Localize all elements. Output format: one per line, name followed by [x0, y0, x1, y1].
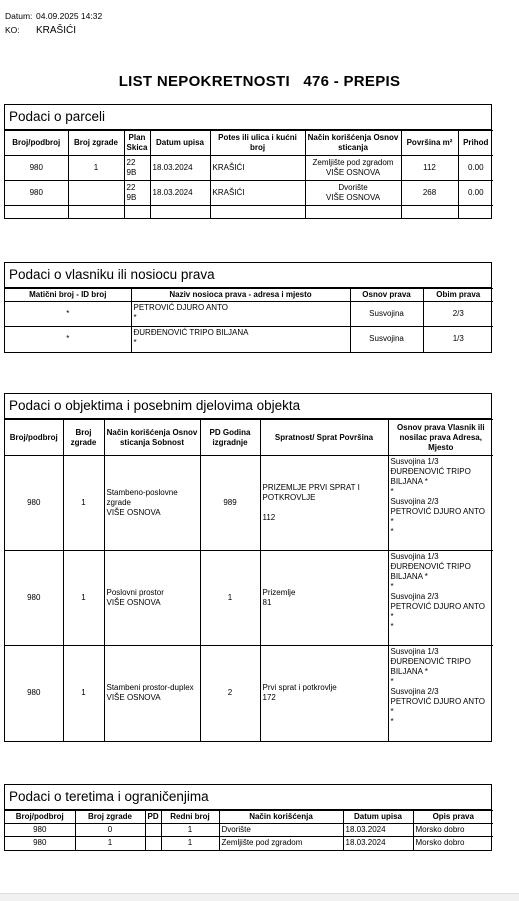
header-datum — [5, 11, 102, 22]
cell-opis: Morsko dobro — [413, 824, 493, 837]
cell-datum: 18.03.2024 — [150, 156, 210, 181]
cell-datum: 18.03.2024 — [343, 837, 413, 850]
parcela-header-row — [5, 131, 493, 156]
header-ko — [5, 25, 76, 36]
cell-povrsina: 112 — [401, 156, 458, 181]
col-opis-prava: Opis prava — [413, 811, 493, 824]
col-broj-zgrade: Broj zgrade — [75, 811, 145, 824]
cell-redni: 1 — [161, 824, 219, 837]
vlasnik-header-row — [5, 289, 493, 302]
col-redni-broj: Redni broj — [161, 811, 219, 824]
objekti-section — [4, 393, 492, 742]
objekti-header-row — [5, 420, 493, 456]
ko-value: KRAŠIĆI — [36, 25, 77, 36]
datum-value: 04.09.2025 14:32 — [36, 11, 103, 21]
cell-zgrada: 0 — [75, 824, 145, 837]
table-row — [5, 156, 493, 181]
table-row — [5, 824, 493, 837]
cell-pd — [145, 837, 161, 850]
col-pd-godina: PD Godina izgradnje — [200, 420, 260, 456]
col-maticni-broj: Matični broj - ID broj — [5, 289, 131, 302]
col-nacin-koriscenja: Način korišćenja — [219, 811, 343, 824]
cell-prihod: 0.00 — [458, 181, 493, 206]
cell-obim: 1/3 — [423, 327, 493, 352]
vlasnik-heading: Podaci o vlasniku ili nosiocu prava — [5, 263, 491, 288]
parcela-table — [5, 130, 493, 218]
tereti-heading: Podaci o teretima i ograničenjima — [5, 785, 491, 810]
cell-opis: Morsko dobro — [413, 837, 493, 850]
cell-osnov: Susvojina — [350, 302, 423, 327]
col-obim-prava: Obim prava — [423, 289, 493, 302]
col-broj-zgrade: Broj zgrade — [63, 420, 104, 456]
col-broj-podbroj: Broj/podbroj — [5, 131, 68, 156]
cell-prihod: 0.00 — [458, 156, 493, 181]
col-broj-zgrade: Broj zgrade — [68, 131, 124, 156]
cell-spratnost: Prizemlje 81 — [260, 551, 388, 646]
cell-broj: 980 — [5, 551, 63, 646]
cell-nacin: Dvorište VIŠE OSNOVA — [305, 181, 401, 206]
col-broj-podbroj: Broj/podbroj — [5, 420, 63, 456]
col-broj-podbroj: Broj/podbroj — [5, 811, 75, 824]
col-pd: PD — [145, 811, 161, 824]
cell-osnov: Susvojina — [350, 327, 423, 352]
cell-maticni: * — [5, 327, 131, 352]
cell-redni: 1 — [161, 837, 219, 850]
parcela-section — [4, 104, 492, 219]
cell-naziv: ĐURĐENOVIĆ TRIPO BILJANA * — [131, 327, 350, 352]
cell-maticni: * — [5, 302, 131, 327]
cell-nacin: Zemljište pod zgradom — [219, 837, 343, 850]
table-row — [5, 646, 493, 741]
col-prihod: Prihod — [458, 131, 493, 156]
cell-broj: 980 — [5, 181, 68, 206]
col-potes: Potes ili ulica i kućni broj — [210, 131, 305, 156]
cell-broj: 980 — [5, 837, 75, 850]
cell-spratnost: PRIZEMLJE PRVI SPRAT I POTKROVLJE 112 — [260, 456, 388, 551]
cell-zgrada: 1 — [63, 646, 104, 741]
cell-spratnost: Prvi sprat i potkrovlje 172 — [260, 646, 388, 741]
cell-osnov: Susvojina 1/3 ĐURĐENOVIĆ TRIPO BILJANA * * Susvojina 2/3 PETROVIĆ DJURO ANTO * * — [388, 551, 493, 646]
datum-label: Datum: — [5, 11, 33, 21]
cell-potes: KRAŠIĆI — [210, 156, 305, 181]
tereti-table — [5, 810, 493, 850]
cell-broj: 980 — [5, 456, 63, 551]
col-osnov-vlasnik: Osnov prava Vlasnik ili nosilac prava Adresa, Mjesto — [388, 420, 493, 456]
cell-nacin: Zemljište pod zgradom VIŠE OSNOVA — [305, 156, 401, 181]
cell-broj: 980 — [5, 646, 63, 741]
objekti-heading: Podaci o objektima i posebnim djelovima objekta — [5, 394, 491, 419]
table-row-empty — [5, 206, 493, 218]
cell-datum: 18.03.2024 — [150, 181, 210, 206]
table-row — [5, 456, 493, 551]
cell-nacin: Stambeni prostor-duplex VIŠE OSNOVA — [104, 646, 200, 741]
table-row — [5, 551, 493, 646]
cell-pd: 989 — [200, 456, 260, 551]
cell-nacin: Poslovni prostor VIŠE OSNOVA — [104, 551, 200, 646]
cell-plan: 22 9B — [124, 156, 150, 181]
cell-zgrada: 1 — [68, 156, 124, 181]
table-row — [5, 181, 493, 206]
cell-broj: 980 — [5, 824, 75, 837]
parcela-heading: Podaci o parceli — [5, 105, 491, 130]
cell-zgrada: 1 — [63, 456, 104, 551]
cell-obim: 2/3 — [423, 302, 493, 327]
table-row — [5, 302, 493, 327]
cell-nacin: Stambeno-poslovne zgrade VIŠE OSNOVA — [104, 456, 200, 551]
cell-datum: 18.03.2024 — [343, 824, 413, 837]
vlasnik-table — [5, 288, 493, 352]
cell-povrsina: 268 — [401, 181, 458, 206]
cell-pd: 2 — [200, 646, 260, 741]
document-title: LIST NEPOKRETNOSTI 476 - PREPIS — [118, 73, 401, 90]
tereti-header-row — [5, 811, 493, 824]
cell-osnov: Susvojina 1/3 ĐURĐENOVIĆ TRIPO BILJANA * * Susvojina 2/3 PETROVIĆ DJURO ANTO * * — [388, 646, 493, 741]
cell-naziv: PETROVIĆ DJURO ANTO * — [131, 302, 350, 327]
table-row — [5, 837, 493, 850]
cell-potes: KRAŠIĆI — [210, 181, 305, 206]
cell-zgrada — [68, 181, 124, 206]
cell-pd — [145, 824, 161, 837]
col-datum-upisa: Datum upisa — [150, 131, 210, 156]
cell-broj: 980 — [5, 156, 68, 181]
cell-nacin: Dvorište — [219, 824, 343, 837]
col-osnov-prava: Osnov prava — [350, 289, 423, 302]
col-nacin: Način korišćenja Osnov sticanja — [305, 131, 401, 156]
col-nacin-koriscenja: Način korišćenja Osnov sticanja Sobnost — [104, 420, 200, 456]
table-row — [5, 327, 493, 352]
objekti-table — [5, 419, 493, 741]
vlasnik-section — [4, 262, 492, 353]
cell-zgrada: 1 — [75, 837, 145, 850]
cell-plan: 22 9B — [124, 181, 150, 206]
col-datum-upisa: Datum upisa — [343, 811, 413, 824]
ko-label: KO: — [5, 25, 20, 35]
col-naziv-nosioca: Naziv nosioca prava - adresa i mjesto — [131, 289, 350, 302]
cell-osnov: Susvojina 1/3 ĐURĐENOVIĆ TRIPO BILJANA * * Susvojina 2/3 PETROVIĆ DJURO ANTO * * — [388, 456, 493, 551]
cell-zgrada: 1 — [63, 551, 104, 646]
col-povrsina: Površina m² — [401, 131, 458, 156]
col-plan-skica: Plan Skica — [124, 131, 150, 156]
col-spratnost: Spratnost/ Sprat Površina — [260, 420, 388, 456]
tereti-section — [4, 784, 492, 851]
cell-pd: 1 — [200, 551, 260, 646]
